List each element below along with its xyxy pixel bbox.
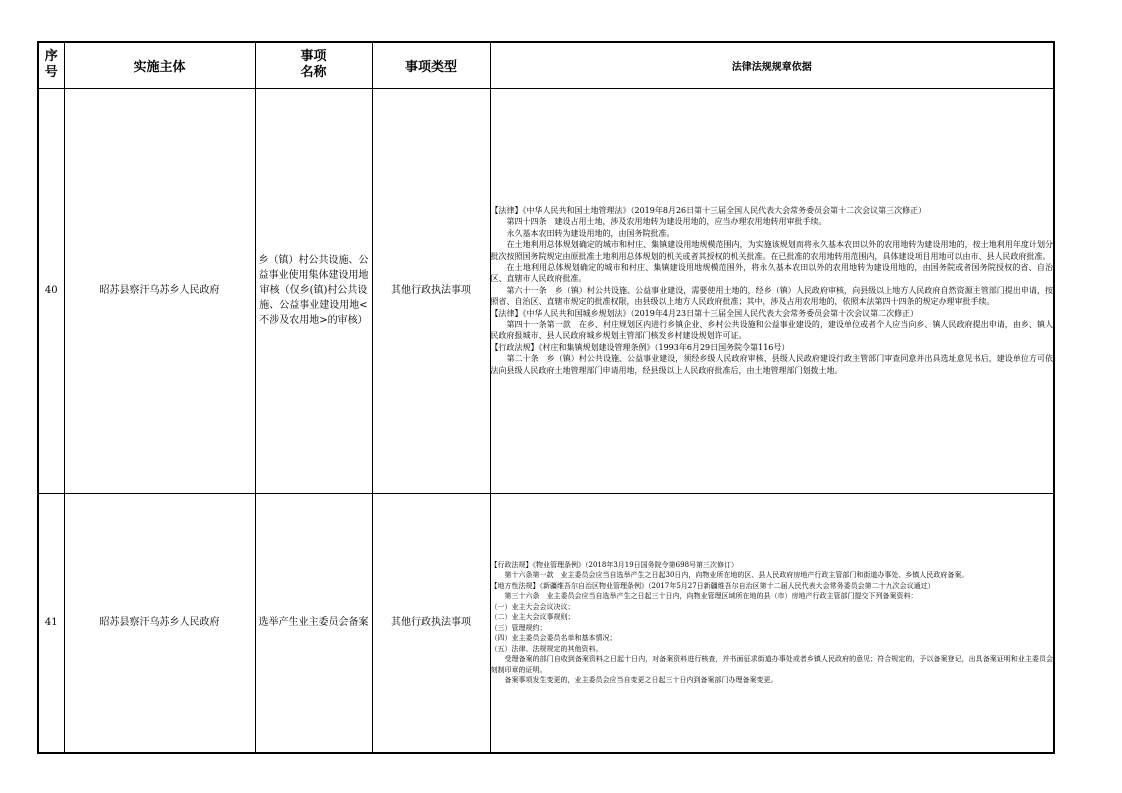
row-item-name: 选举产生业主委员会备案 [255,493,372,753]
table-row [38,493,1054,753]
row-item-type: 其他行政执法事项 [372,493,490,753]
basis-line: 第二十条 乡（镇）村公共设施、公益事业建设，须经乡级人民政府审核、县级人民政府建设行政主管部门审查同意并出具选址意见书后，建设单位方可依法向县级人民政府土地管理部门申请用地，经县级以上人民政府批准后，由土地管理部门划拨土地。 [490,354,1053,375]
row-legal-basis [490,493,1054,753]
row-item-name: 乡（镇）村公共设施、公益事业使用集体建设用地审核（仅乡(镇)村公共设施、公益事业建设用地<不涉及农用地>的审核） [255,88,372,493]
row-item-type: 其他行政执法事项 [372,88,490,493]
basis-line: （四）业主委员会委员名单和基本情况； [490,634,617,643]
basis-line: 【法律】《中华人民共和国城乡规划法》（2019年4月23日第十三届全国人民代表大会常务委员会第十次会议第二次修正） [490,308,919,318]
basis-line: 第三十六条 业主委员会应当自选举产生之日起三十日内，向物业管理区域所在地的县（市）房地产行政主管部门提交下列备案资料： [504,592,918,601]
basis-line: （五）法律、法规规定的其他资料。 [490,644,603,653]
basis-line: 第四十一条第一款 在乡、村庄规划区内进行乡镇企业、乡村公共设施和公益事业建设的，建设单位或者个人应当向乡、镇人民政府提出申请，由乡、镇人民政府报城市、县人民政府城乡规划主管部门核发乡村建设规划许可证。 [490,320,1053,341]
basis-line: 受理备案的部门自收到备案资料之日起十日内，对备案资料进行核查，并书面征求街道办事处或者乡镇人民政府的意见；符合规定的，予以备案登记，出具备案证明和业主委员会刻制印章的证明。 [490,655,1053,674]
basis-line: 【行政法规】《村庄和集镇规划建设管理条例》（1993年6月29日国务院令第116号） [490,342,790,352]
row-no: 40 [38,88,64,493]
header-subject: 实施主体 [64,42,255,88]
basis-line: 第十六条第一款 业主委员会应当自选举产生之日起30日内，向物业所在地的区、县人民政府房地产行政主管部门和街道办事处、乡镇人民政府备案。 [504,571,969,580]
header-no: 序号 [38,42,64,88]
basis-line: 【地方性法规】《新疆维吾尔自治区物业管理条例》（2017年5月27日新疆维吾尔自治区第十二届人民代表大会常务委员会第二十九次会议通过） [490,581,935,590]
row-no: 41 [38,493,64,753]
basis-line: 备案事项发生变更的，业主委员会应当自变更之日起三十日内到备案部门办理备案变更。 [504,676,778,685]
basis-line: （二）业主大会议事规则； [490,613,575,622]
basis-line: 第四十四条 建设占用土地，涉及农用地转为建设用地的，应当办理农用地转用审批手续。 [506,217,827,227]
enforcement-items-table [37,41,1055,754]
table-row [38,88,1054,493]
table-header-row [38,42,1054,88]
header-basis: 法律法规规章依据 [490,42,1054,88]
basis-line: 第六十一条 乡（镇）村公共设施、公益事业建设，需要使用土地的，经乡（镇）人民政府审核，向县级以上地方人民政府自然资源主管部门提出申请，按照省、自治区、直辖市规定的批准权限，由县级以上地方人民政府批准；其中，涉及占用农用地的，依照本法第四十四条的规定办理审批手续。 [490,285,1053,307]
row-subject: 昭苏县察汗乌苏乡人民政府 [64,88,255,493]
row-subject: 昭苏县察汗乌苏乡人民政府 [64,493,255,753]
basis-line: 【法律】《中华人民共和国土地管理法》（2019年8月26日第十三届全国人民代表大会常务委员会第十二次会议第三次修正） [490,205,927,215]
header-type: 事项类型 [372,42,490,88]
basis-line: 【行政法规】《物业管理条例》（2018年3月19日国务院令第698号第三次修订） [490,560,739,569]
basis-line: （三）管理规约； [490,623,547,632]
basis-line: 在土地利用总体规划确定的城市和村庄、集镇建设用地规模范围内，为实施该规划而将永久基本农田以外的农用地转为建设用地的，按土地利用年度计划分批次按照国务院规定由原批准土地利用总体规划的机关或者其授权的机关批准。在已批准的农用地转用范围内，具体建设项目用地可以由市、县人民政府批准。 [490,240,1053,261]
basis-line: （一）业主大会会议决议； [490,602,575,611]
basis-line: 永久基本农田转为建设用地的，由国务院批准。 [506,228,675,238]
basis-line: 在土地利用总体规划确定的城市和村庄、集镇建设用地规模范围外，将永久基本农田以外的农用地转为建设用地的，由国务院或者国务院授权的省、自治区、直辖市人民政府批准。 [490,262,1053,284]
header-item: 事项名称 [255,42,372,88]
row-legal-basis [490,88,1054,493]
